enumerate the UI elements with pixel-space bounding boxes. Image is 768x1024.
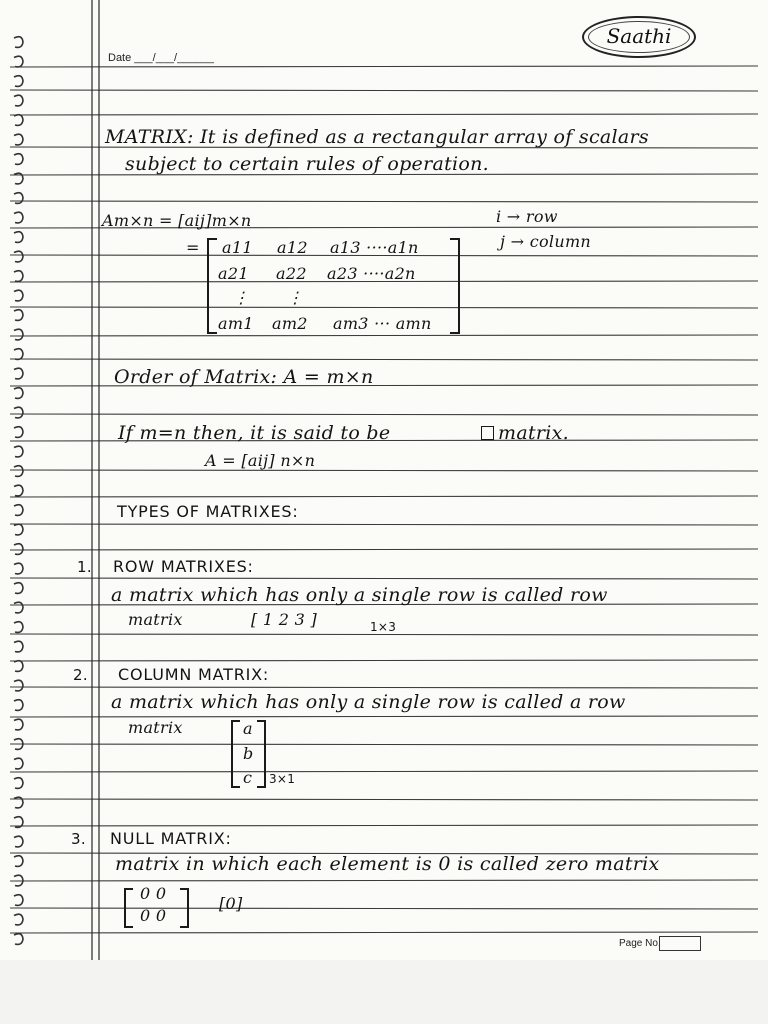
entry-a11: a11 (222, 238, 253, 257)
note-i-row: i → row (496, 207, 558, 226)
date-label: Date ___/___/______ (108, 52, 214, 64)
matrix-notation: Am×n = [aij]m×n (102, 211, 252, 230)
vdots-col2: ⋮ (287, 288, 304, 307)
section-1-example-label: matrix (128, 610, 183, 629)
section-1-title: ROW MATRIXES: (113, 557, 254, 576)
null-row-1: 0 0 (140, 884, 167, 903)
order-of-matrix: Order of Matrix: A = m×n (114, 366, 374, 388)
null-right-bracket (180, 888, 189, 928)
section-3-number: 3. (71, 830, 86, 848)
equals-sign: = (186, 238, 200, 257)
definition-line-1: MATRIX: It is defined as a rectangular array of scalars (105, 126, 649, 148)
right-bracket (450, 238, 460, 334)
column-matrix-dims: 3×1 (269, 772, 296, 786)
entry-a21: a21 (218, 264, 249, 283)
page-no-label: Page No. (619, 938, 661, 949)
brand-logo: Saathi (582, 16, 696, 58)
definition-line-2: subject to certain rules of operation. (125, 153, 490, 175)
page-no-box (659, 936, 701, 951)
spiral-binding (8, 0, 38, 960)
column-entry-c: c (243, 768, 253, 787)
square-note-suffix: matrix. (498, 422, 569, 444)
entry-a12: a12 (277, 238, 308, 257)
square-note-prefix: If m=n then, it is said to be (118, 422, 391, 444)
note-j-column: j → column (500, 232, 592, 251)
section-3-desc: matrix in which each element is 0 is called zero matrix (115, 853, 660, 875)
null-left-bracket (124, 888, 133, 928)
vdots-col1: ⋮ (233, 288, 250, 307)
entry-am2: am2 (272, 314, 308, 333)
column-entry-a: a (243, 719, 253, 738)
entry-am3-amn: am3 ··· amn (333, 314, 432, 333)
entry-a23-a2n: a23 ····a2n (327, 264, 416, 283)
section-2-example-label: matrix (128, 718, 183, 737)
section-1-desc: a matrix which has only a single row is called row (111, 584, 608, 606)
section-1-number: 1. (77, 558, 92, 576)
row-matrix-dims: 1×3 (370, 620, 397, 634)
types-heading: TYPES OF MATRIXES: (117, 502, 299, 521)
section-2-title: COLUMN MATRIX: (118, 665, 270, 684)
row-matrix-example: [ 1 2 3 ] (251, 610, 318, 629)
left-bracket (207, 238, 217, 334)
square-formula: A = [aij] n×n (205, 451, 316, 470)
null-row-2: 0 0 (140, 906, 167, 925)
column-entry-b: b (243, 744, 254, 763)
entry-a13-a1n: a13 ····a1n (330, 238, 419, 257)
section-3-title: NULL MATRIX: (110, 829, 232, 848)
column-right-bracket (257, 720, 266, 788)
entry-am1: am1 (218, 314, 254, 333)
square-symbol-icon (481, 426, 494, 440)
scan-margin (0, 960, 768, 1024)
entry-a22: a22 (276, 264, 307, 283)
column-left-bracket (231, 720, 240, 788)
null-alt-notation: [0] (219, 894, 243, 913)
section-2-number: 2. (73, 666, 88, 684)
section-2-desc: a matrix which has only a single row is called a row (111, 691, 626, 713)
